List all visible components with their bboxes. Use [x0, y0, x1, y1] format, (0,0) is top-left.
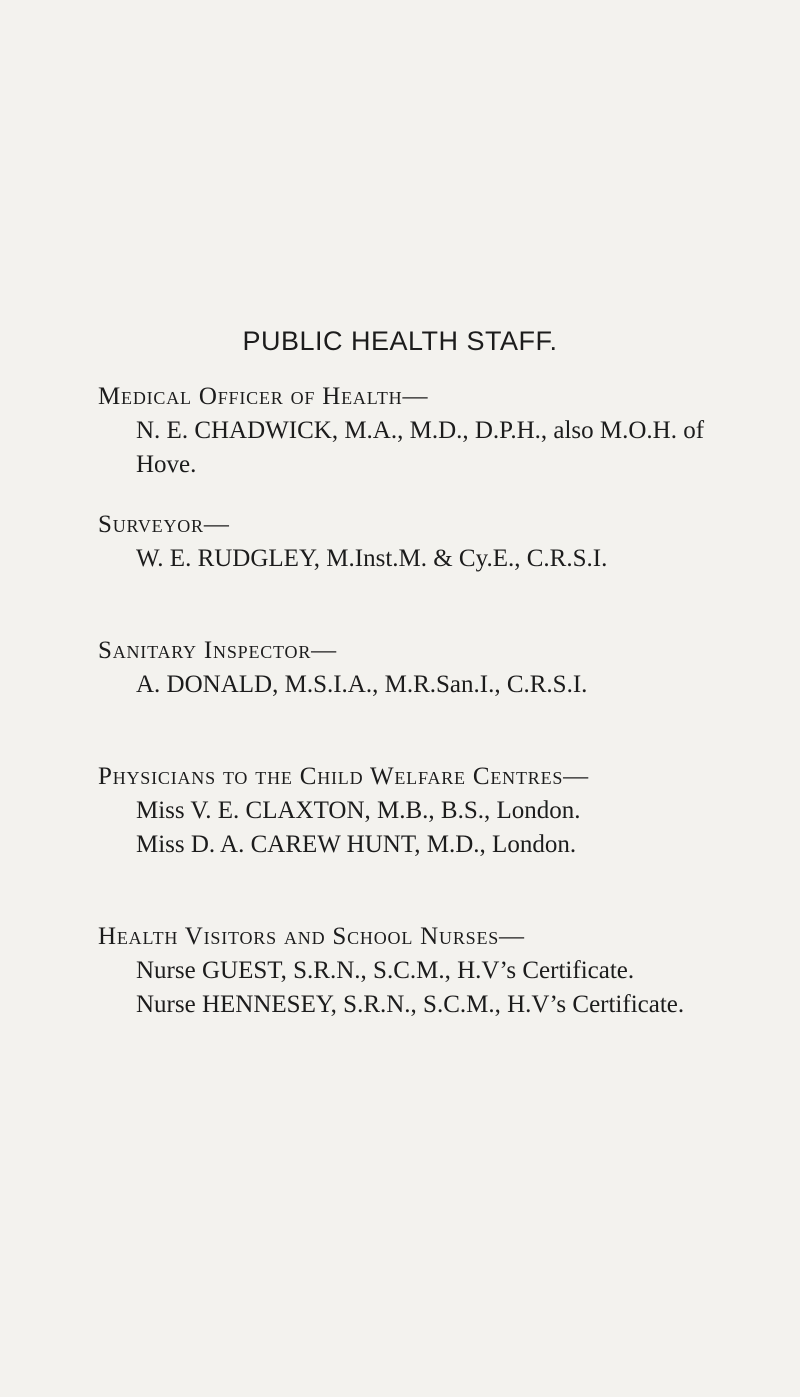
staff-entry: Miss D. A. CAREW HUNT, M.D., London.: [136, 831, 577, 858]
staff-entry: Nurse GUEST, S.R.N., S.C.M., H.V’s Certificate.: [136, 957, 635, 984]
section-medical-officer: [98, 380, 788, 482]
section-heading: Medical Officer of Health—: [98, 383, 429, 410]
section-heading: Surveyor—: [98, 511, 230, 538]
section-surveyor: [98, 508, 788, 576]
section-health-visitors: [98, 920, 788, 1022]
staff-entry: Miss V. E. CLAXTON, M.B., B.S., London.: [136, 797, 581, 824]
section-physicians: [98, 760, 788, 862]
section-heading: Sanitary Inspector—: [98, 637, 337, 664]
staff-entry-continuation: Hove.: [136, 451, 197, 478]
staff-entry: A. DONALD, M.S.I.A., M.R.San.I., C.R.S.I.: [136, 671, 588, 698]
section-heading: Health Visitors and School Nurses—: [98, 923, 525, 950]
staff-entry: N. E. CHADWICK, M.A., M.D., D.P.H., also M.O.H. of: [136, 417, 705, 444]
page-title: PUBLIC HEALTH STAFF.: [242, 326, 558, 356]
section-heading: Physicians to the Child Welfare Centres—: [98, 763, 589, 790]
staff-entry: W. E. RUDGLEY, M.Inst.M. & Cy.E., C.R.S.I.: [136, 545, 608, 572]
section-sanitary-inspector: [98, 634, 788, 702]
staff-entry: Nurse HENNESEY, S.R.N., S.C.M., H.V’s Certificate.: [136, 991, 685, 1018]
